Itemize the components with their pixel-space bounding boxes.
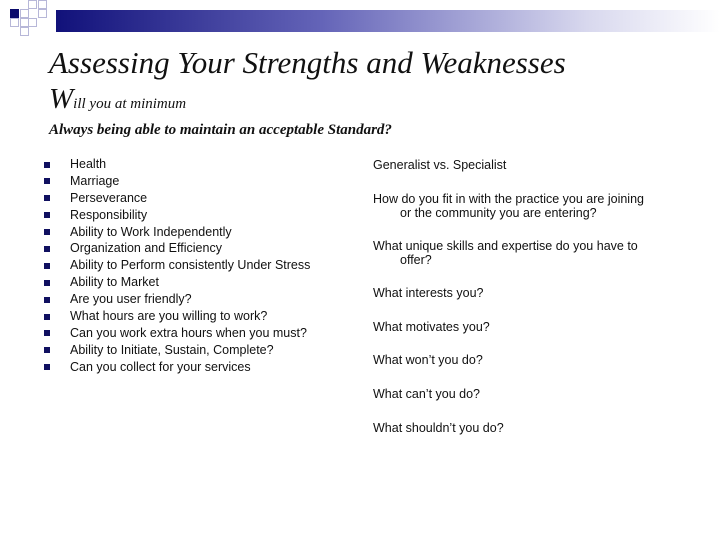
list-item-text: Organization and Efficiency [70,241,222,256]
list-item [40,224,345,241]
square-bullet-icon [44,280,50,286]
decorative-square [20,27,29,36]
list-item-text: Perseverance [70,190,148,205]
decorative-square [20,9,29,18]
question-item [373,353,693,367]
square-bullet-icon [44,297,50,303]
question-line: What motivates you? [373,320,490,334]
square-bullet-icon [44,178,50,184]
square-bullet-icon [44,314,50,320]
square-bullet-icon [44,195,50,201]
list-item [40,274,345,291]
square-bullet-icon [44,246,50,252]
square-bullet-icon [44,212,50,218]
slide-title: Assessing Your Strengths and Weaknesses [49,45,566,80]
list-item [40,325,345,342]
decorative-square [38,0,47,9]
square-bullet-icon [44,229,50,235]
list-item [40,359,345,376]
question-line: What shouldn’t you do? [373,421,504,435]
question-line: What can’t you do? [373,387,481,401]
list-item-text: What hours are you willing to work? [70,309,268,324]
list-item [40,342,345,359]
question-item [373,387,693,401]
strengths-list [40,156,345,376]
header-gradient-bar [56,10,720,32]
list-item-text: Ability to Work Independently [70,224,232,239]
question-item [373,286,693,300]
list-item-text: Ability to Initiate, Sustain, Complete? [70,342,274,357]
list-item-text: Health [70,157,107,171]
list-item-text: Marriage [70,173,120,188]
list-item-text: Are you user friendly? [70,292,192,307]
list-item-text: Can you collect for your services [70,359,251,374]
list-item [40,190,345,207]
list-item [40,291,345,308]
list-item [40,257,345,274]
question-line: What won’t you do? [373,353,483,367]
question-line: What unique skills and expertise do you have to [373,239,638,253]
square-bullet-icon [44,364,50,370]
question-continuation: offer? [400,253,432,267]
list-item [40,207,345,224]
square-bullet-icon [44,330,50,336]
question-item [373,192,693,220]
question-item [373,421,693,435]
decorative-square [28,0,37,9]
decorative-square [10,9,19,18]
square-bullet-icon [44,347,50,353]
list-item [40,156,345,173]
question-line: How do you fit in with the practice you are joining [373,192,644,206]
list-item-text: Ability to Market [70,275,159,290]
slide-subtitle [49,84,186,119]
decorative-square [38,9,47,18]
square-bullet-icon [44,263,50,269]
list-item [40,308,345,325]
subtitle-initial: W [49,83,74,115]
decorative-square [10,18,19,27]
list-item-text: Can you work extra hours when you must? [70,325,307,340]
list-item [40,240,345,257]
list-item [40,173,345,190]
question-line: What interests you? [373,286,484,300]
list-item-text: Ability to Perform consistently Under Stress [70,258,311,273]
subtitle-rest: ill you at minimum [73,96,187,112]
standard-question: Always being able to maintain an acceptable Standard? [49,122,392,138]
question-line: Generalist vs. Specialist [373,158,507,172]
question-item [373,158,693,172]
decorative-square [28,18,37,27]
question-continuation: or the community you are entering? [400,206,597,220]
decorative-square [20,18,29,27]
list-item-text: Responsibility [70,207,148,222]
question-item [373,239,693,267]
square-bullet-icon [44,162,50,168]
question-item [373,320,693,334]
